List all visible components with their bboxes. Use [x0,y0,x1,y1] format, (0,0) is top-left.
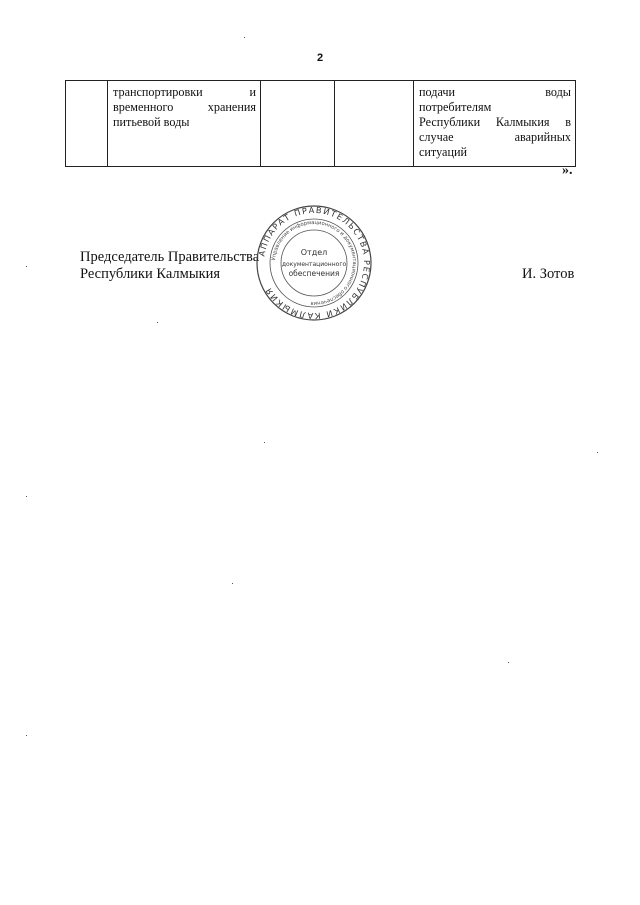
cell-text-line: питьевой воды [113,115,190,129]
scan-speck [264,442,265,443]
scan-speck [232,583,233,584]
scan-speck [244,37,245,38]
cell-text-line: Республики Калмыкия в [419,115,571,129]
stamp-center-line: документационного [281,261,347,268]
official-seal-stamp [254,203,374,323]
signatory-title-line: Председатель Правительства [80,249,260,265]
scan-speck [508,662,509,663]
table-cell-description [108,81,261,167]
signatory-title-line: Республики Калмыкия [80,266,221,282]
table-cell-empty [261,81,335,167]
table-cell-index [66,81,108,167]
stamp-outer-text: АППАРАТ ПРАВИТЕЛЬСТВА РЕСПУБЛИКИ КАЛМЫКИЯ [256,204,373,322]
page-number: 2 [316,52,324,64]
cell-text-line: потребителям [419,100,492,114]
table-cell-purpose [414,81,576,167]
stamp-center-line: обеспечения [288,269,340,278]
table-row [66,81,576,167]
scan-speck [157,322,158,323]
closing-quote: ». [562,163,573,178]
cell-text-line: ситуаций [419,145,468,159]
scan-speck [26,266,27,267]
continuation-table [65,80,576,167]
signatory-title [80,249,259,283]
scan-speck [26,735,27,736]
cell-text-line: временного хранения [113,100,256,114]
scan-speck [597,452,598,453]
cell-text-line: транспортировки и [113,85,256,99]
stamp-inner-text: Управление информационного и документационного обеспечения [271,219,358,307]
cell-text-line: подачи воды [419,85,571,99]
signatory-name: И. Зотов [522,266,575,282]
scan-speck [26,496,27,497]
table-cell-empty [335,81,414,167]
stamp-center-line: Отдел [300,248,328,257]
cell-text-line: случае аварийных [419,130,571,144]
